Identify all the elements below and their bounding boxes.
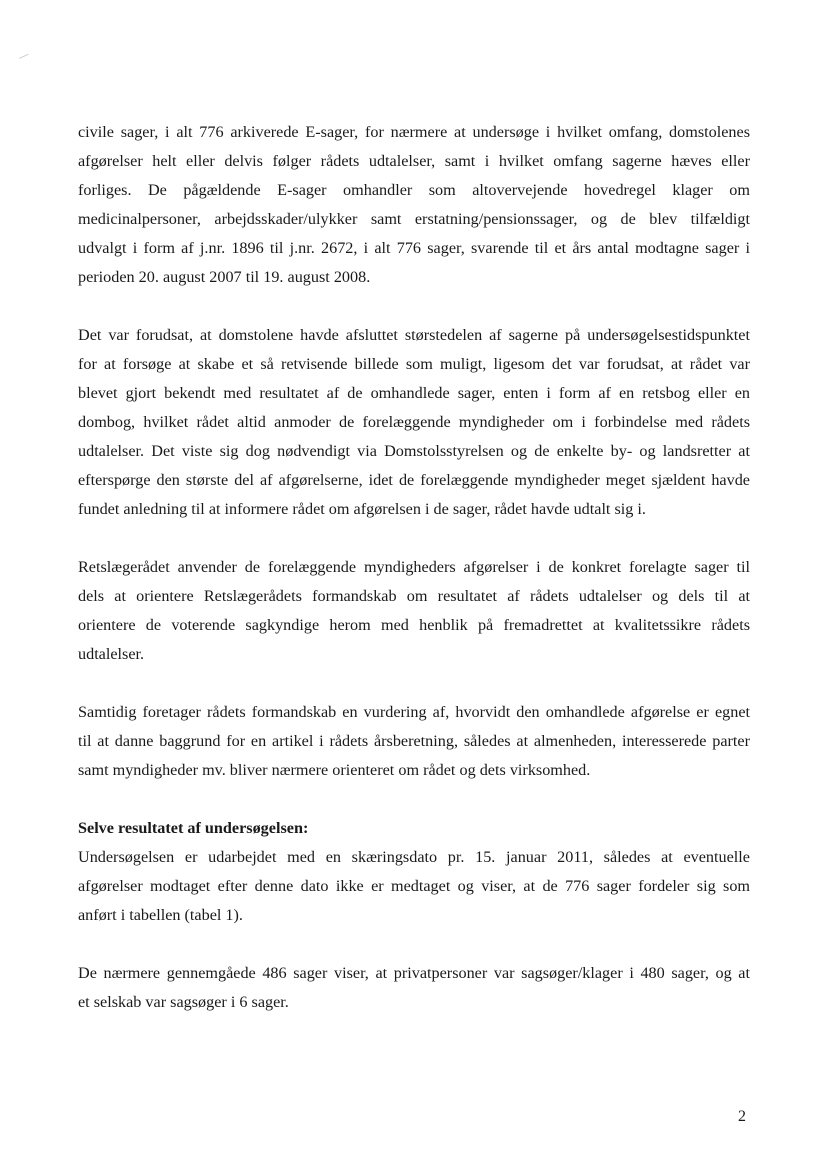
text-line: forliges. De pågældende E-sager omhandler som altovervejende hovedregel klager om bbox=[78, 181, 750, 199]
text-line: samt myndigheder mv. bliver nærmere orienteret om rådet og dets virksomhed. bbox=[78, 761, 591, 779]
paragraph-3 bbox=[78, 555, 750, 671]
text-line: anført i tabellen (tabel 1). bbox=[78, 906, 243, 924]
text-line: til at danne baggrund for en artikel i rådets årsberetning, således at almenheden, interesserede parter bbox=[78, 732, 750, 750]
text-line: civile sager, i alt 776 arkiverede E-sager, for nærmere at undersøge i hvilket omfang, domstolenes bbox=[78, 123, 750, 141]
paragraph-4 bbox=[78, 700, 750, 787]
text-line: udtalelser. bbox=[78, 645, 145, 663]
text-line: De nærmere gennemgåede 486 sager viser, at privatpersoner var sagsøger/klager i 480 sager, og at bbox=[78, 964, 750, 982]
scan-artifact bbox=[17, 50, 28, 59]
text-line: afgørelser helt eller delvis følger rådets udtalelser, samt i hvilket omfang sagerne hæves eller bbox=[78, 152, 750, 170]
text-line: Det var forudsat, at domstolene havde afsluttet størstedelen af sagerne på undersøgelsestidspunktet bbox=[78, 326, 750, 344]
text-line: dombog, hvilket rådet altid anmoder de forelæggende myndigheder om i forbindelse med rådets bbox=[78, 413, 750, 431]
text-line: orientere de voterende sagkyndige herom med henblik på fremadrettet at kvalitetssikre rådets bbox=[78, 616, 750, 634]
text-line: Undersøgelsen er udarbejdet med en skæringsdato pr. 15. januar 2011, således at eventuelle bbox=[78, 848, 750, 866]
text-line: afgørelser modtaget efter denne dato ikke er medtaget og viser, at de 776 sager fordeler sig som bbox=[78, 877, 750, 895]
text-line: udvalgt i form af j.nr. 1896 til j.nr. 2672, i alt 776 sager, svarende til et års antal modtagne sager i bbox=[78, 239, 750, 257]
text-line: for at forsøge at skabe et så retvisende billede som muligt, ligesom det var forudsat, at rådet var bbox=[78, 355, 750, 373]
text-line: Samtidig foretager rådets formandskab en vurdering af, hvorvidt den omhandlede afgørelse er egnet bbox=[78, 703, 750, 721]
paragraph-1 bbox=[78, 120, 750, 294]
text-line: blevet gjort bekendt med resultatet af de omhandlede sager, enten i form af en retsbog eller en bbox=[78, 384, 750, 402]
text-line: Retslægerådet anvender de forelæggende myndigheders afgørelser i de konkret forelagte sager til bbox=[78, 558, 750, 576]
text-line: perioden 20. august 2007 til 19. august 2008. bbox=[78, 268, 371, 286]
text-line: udtalelser. Det viste sig dog nødvendigt via Domstolsstyrelsen og de enkelte by- og landsretter at bbox=[78, 442, 750, 460]
paragraph-2 bbox=[78, 323, 750, 526]
text-line: fundet anledning til at informere rådet om afgørelsen i de sager, rådet havde udtalt sig i. bbox=[78, 500, 646, 518]
section-heading: Selve resultatet af undersøgelsen: bbox=[78, 819, 309, 837]
paragraph-6 bbox=[78, 961, 750, 1019]
text-line: efterspørge den største del af afgørelserne, idet de forelæggende myndigheder meget sjældent havde bbox=[78, 471, 750, 489]
document-body bbox=[78, 120, 750, 1048]
page-number: 2 bbox=[738, 1108, 746, 1125]
text-line: medicinalpersoner, arbejdsskader/ulykker samt erstatning/pensionssager, og de blev tilfældigt bbox=[78, 210, 750, 228]
results-section bbox=[78, 816, 750, 932]
text-line: et selskab var sagsøger i 6 sager. bbox=[78, 993, 289, 1011]
text-line: dels at orientere Retslægerådets formandskab om resultatet af rådets udtalelser og dels til at bbox=[78, 587, 750, 605]
